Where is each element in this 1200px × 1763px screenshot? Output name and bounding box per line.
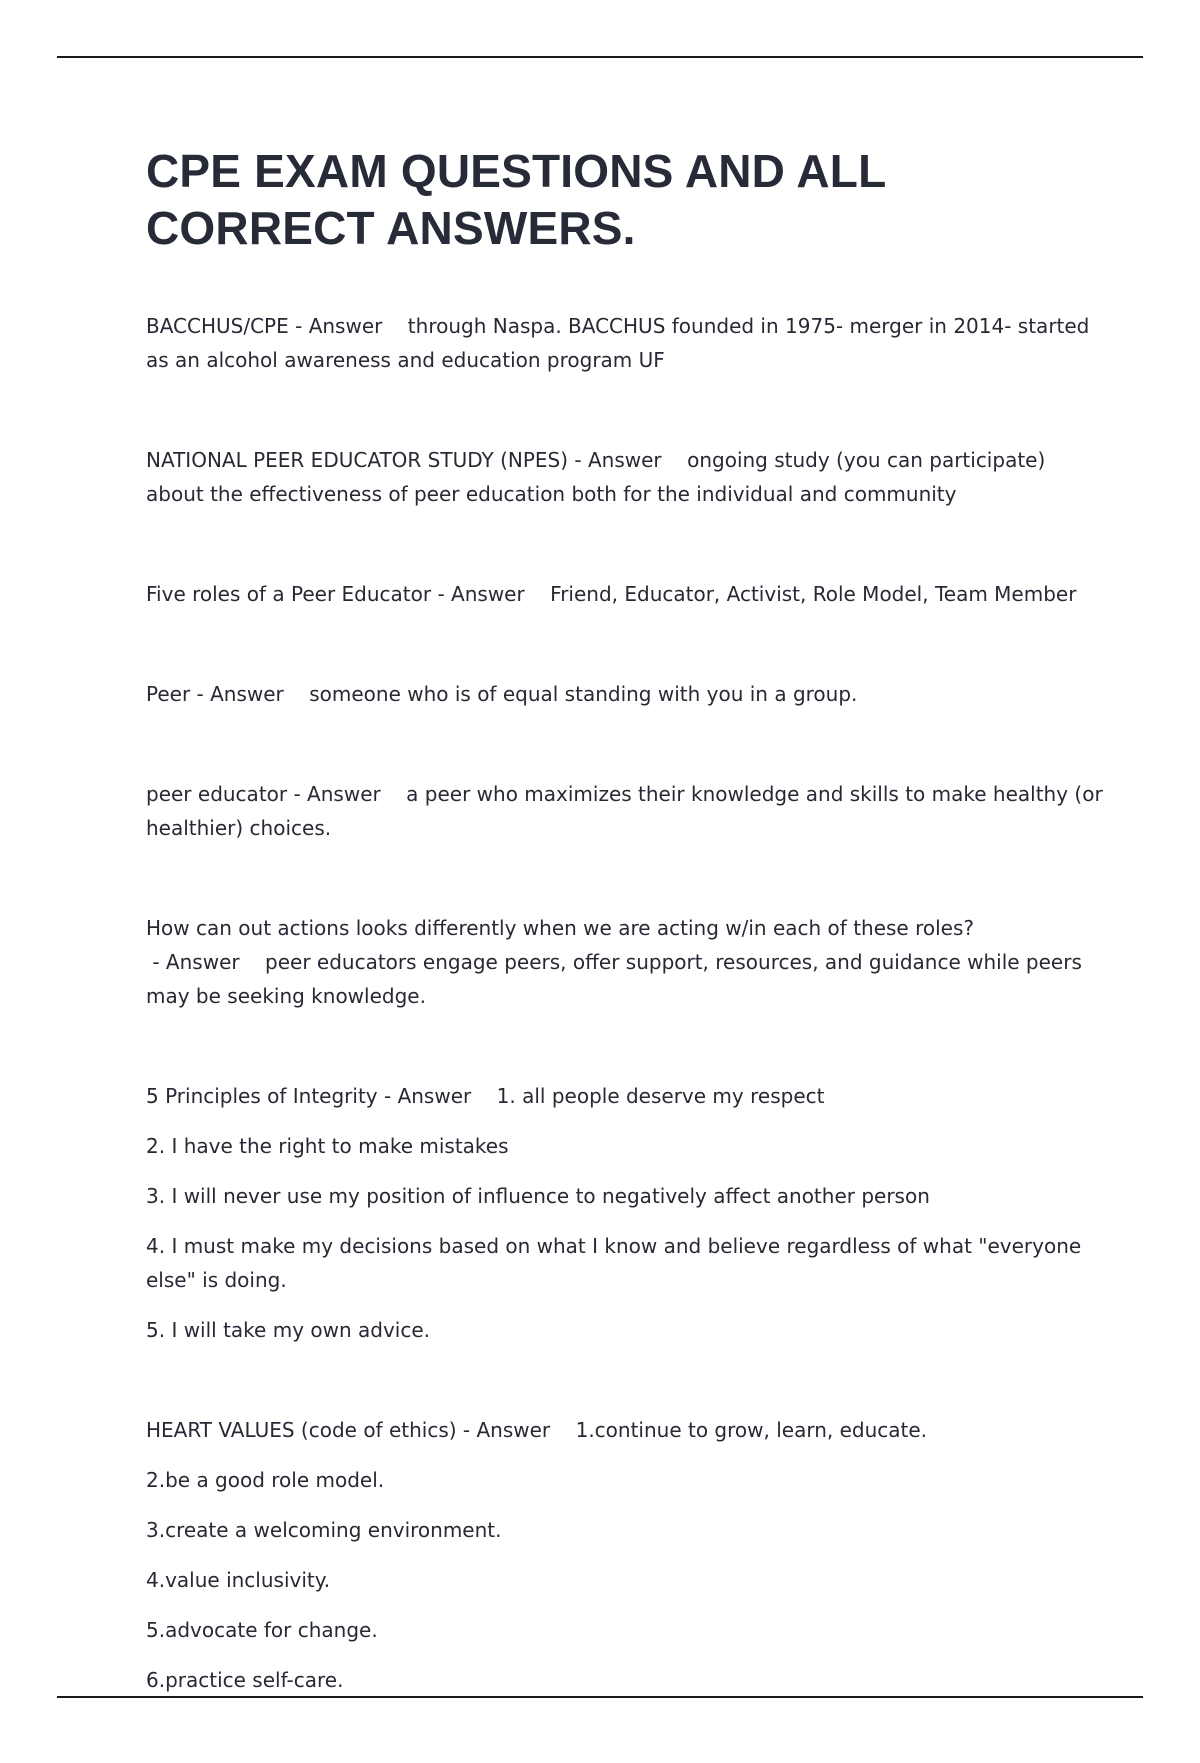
entry-text bbox=[146, 677, 1106, 711]
top-rule bbox=[57, 56, 1143, 58]
list-item: 5. I will take my own advice. bbox=[146, 1318, 431, 1342]
entry-answer: ongoing study (you can participate) about the effectiveness of peer education both for the individual and community bbox=[146, 448, 1046, 506]
entry-question: How can out actions looks differently when we are acting w/in each of these roles? bbox=[146, 916, 975, 940]
entry-text bbox=[146, 1413, 1106, 1447]
entry-peer-educator bbox=[146, 777, 1106, 845]
entry-text bbox=[146, 911, 1106, 1013]
entry-question: 5 Principles of Integrity bbox=[146, 1084, 378, 1108]
entry-answer: someone who is of equal standing with you in a group. bbox=[309, 682, 858, 706]
entry-actions-roles bbox=[146, 911, 1106, 1013]
document-title bbox=[146, 143, 1106, 257]
document-body bbox=[146, 143, 1106, 1763]
entry-question: Peer bbox=[146, 682, 191, 706]
entry-heart-values bbox=[146, 1413, 1106, 1697]
entry-answer: a peer who maximizes their knowledge and skills to make healthy (or healthier) choices. bbox=[146, 782, 1103, 840]
list-item: 4.value inclusivity. bbox=[146, 1568, 331, 1592]
answer-separator: - Answer bbox=[377, 1084, 497, 1108]
answer-separator: - Answer bbox=[287, 782, 407, 806]
list-item: 3.create a welcoming environment. bbox=[146, 1518, 502, 1542]
entry-peer bbox=[146, 677, 1106, 711]
answer-separator: - Answer bbox=[431, 582, 551, 606]
answer-separator: - Answer bbox=[568, 448, 688, 472]
entry-bacchus-cpe bbox=[146, 309, 1106, 377]
entry-question: BACCHUS/CPE bbox=[146, 314, 289, 338]
entry-answer: 1.continue to grow, learn, educate. bbox=[575, 1418, 928, 1442]
entry-text bbox=[146, 777, 1106, 845]
entry-principles-integrity bbox=[146, 1079, 1106, 1347]
entry-npes bbox=[146, 443, 1106, 511]
entry-text bbox=[146, 1079, 1106, 1113]
answer-separator: - Answer bbox=[288, 314, 408, 338]
list-item: 4. I must make my decisions based on what I know and believe regardless of what "everyone else" is doing. bbox=[146, 1234, 1082, 1292]
entry-question: peer educator bbox=[146, 782, 288, 806]
answer-separator: - Answer bbox=[456, 1418, 576, 1442]
entry-text bbox=[146, 443, 1106, 511]
entry-text bbox=[146, 309, 1106, 377]
entry-five-roles bbox=[146, 577, 1106, 611]
bottom-rule bbox=[57, 1696, 1143, 1698]
list-item: 3. I will never use my position of influence to negatively affect another person bbox=[146, 1184, 930, 1208]
title-line-2: CORRECT ANSWERS. bbox=[146, 202, 636, 254]
entry-answer: through Naspa. BACCHUS founded in 1975- merger in 2014- started as an alcohol awareness and education program UF bbox=[146, 314, 1090, 372]
entry-answer: peer educators engage peers, offer support, resources, and guidance while peers may be seeking knowledge. bbox=[146, 950, 1082, 1008]
answer-separator: - Answer bbox=[146, 950, 266, 974]
list-item: 2. I have the right to make mistakes bbox=[146, 1134, 509, 1158]
answer-separator: - Answer bbox=[190, 682, 310, 706]
entry-question: Five roles of a Peer Educator bbox=[146, 582, 432, 606]
entry-answer: Friend, Educator, Activist, Role Model, Team Member bbox=[550, 582, 1077, 606]
list-item: 6.practice self-care. bbox=[146, 1668, 344, 1692]
entry-text bbox=[146, 577, 1106, 611]
entry-question: NATIONAL PEER EDUCATOR STUDY (NPES) bbox=[146, 448, 569, 472]
list-item: 2.be a good role model. bbox=[146, 1468, 385, 1492]
entry-answer: 1. all people deserve my respect bbox=[496, 1084, 825, 1108]
title-line-1: CPE EXAM QUESTIONS AND ALL bbox=[146, 145, 887, 197]
list-item: 5.advocate for change. bbox=[146, 1618, 378, 1642]
entry-question: HEART VALUES (code of ethics) bbox=[146, 1418, 457, 1442]
